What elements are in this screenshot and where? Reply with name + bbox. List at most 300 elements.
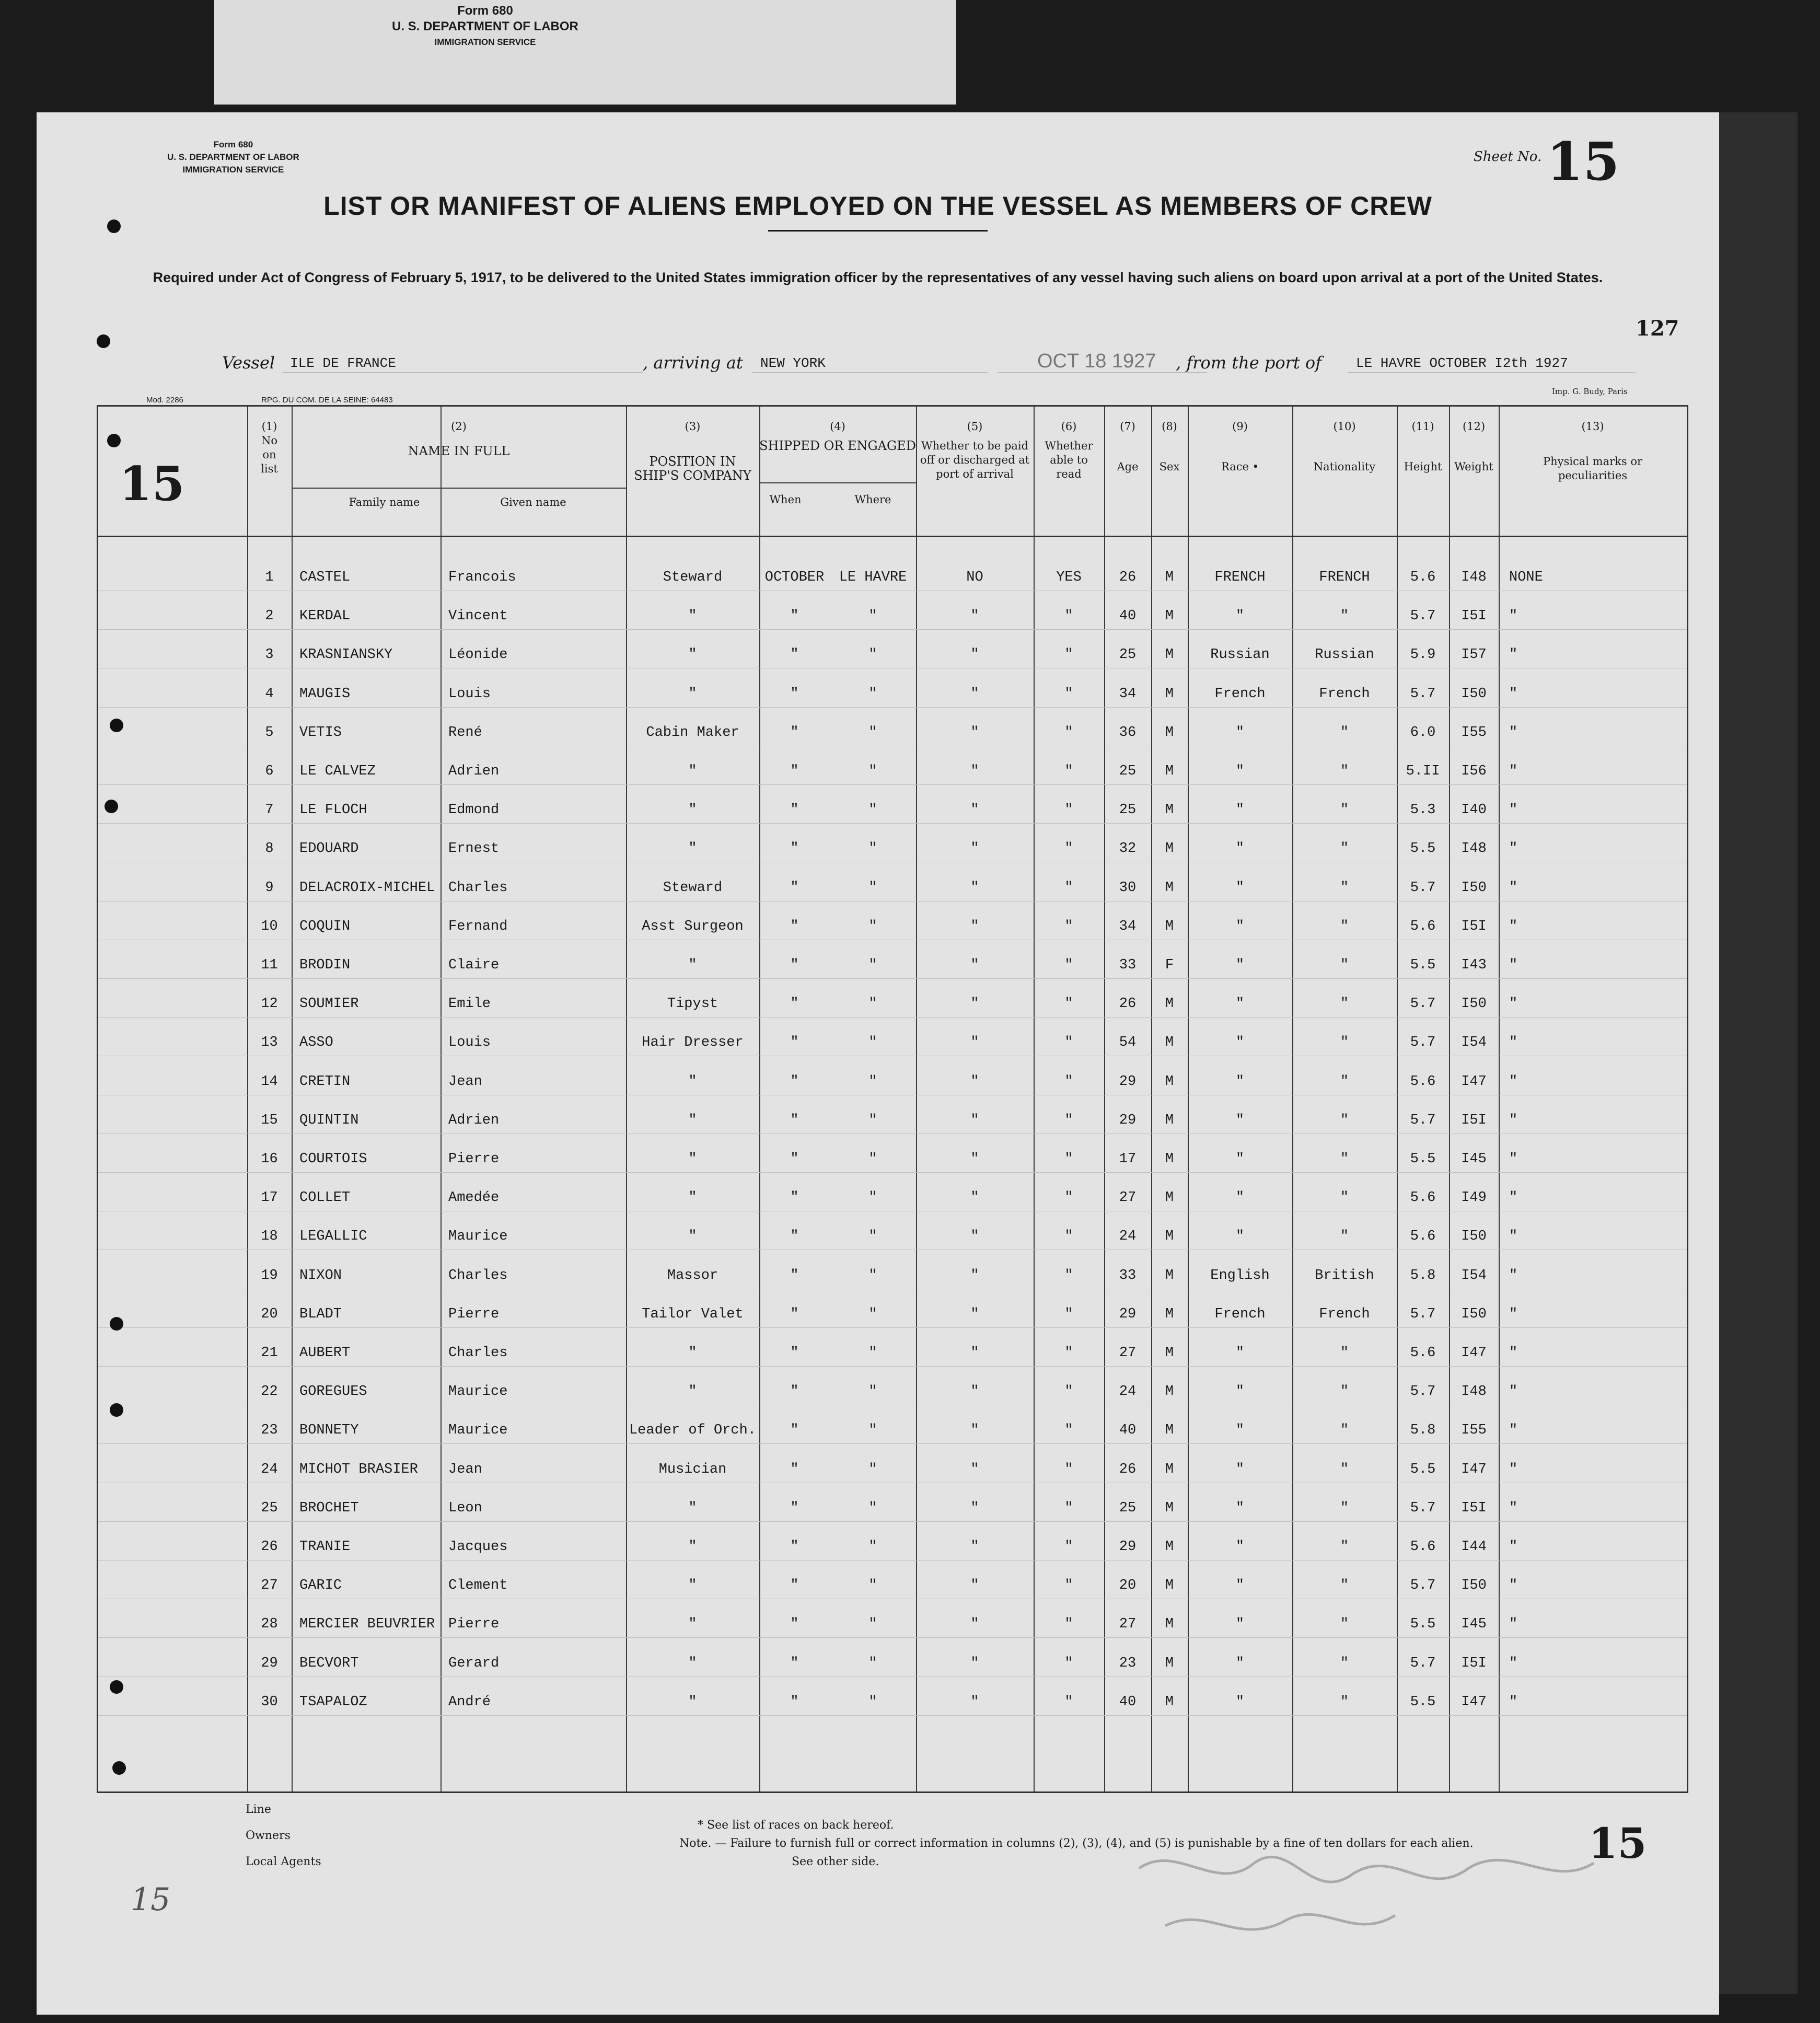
penalty-note: Note. — Failure to furnish full or correct information in columns (2), (3), (4), and (5) is punishable by a fine of ten dollars for each alien. (679, 1837, 1474, 1850)
cell-weight: I49 (1461, 1190, 1487, 1206)
cell-given: Adrien (448, 764, 500, 779)
row-rule (98, 1017, 1687, 1018)
cell-no: 3 (265, 647, 274, 663)
col2-header: (2) NAME IN FULL (408, 420, 510, 458)
cell-race: " (1235, 1461, 1245, 1477)
cell-paid: " (970, 1229, 979, 1245)
cell-marks: " (1509, 1229, 1518, 1245)
cell-given: Jean (448, 1073, 482, 1090)
manifest-page (37, 112, 1719, 2015)
cell-no: 20 (261, 1306, 278, 1322)
col3-header: (3) POSITION IN SHIP'S COMPANY (634, 420, 751, 483)
col4-header: (4) SHIPPED OR ENGAGED (759, 420, 916, 453)
sheet-mark: 15 (119, 456, 185, 512)
cell-no: 24 (261, 1461, 278, 1477)
cell-given: Adrien (448, 1112, 500, 1128)
cell-no: 30 (261, 1694, 278, 1710)
col12-header: (12) Weight (1454, 420, 1493, 473)
cell-paid: " (970, 1655, 979, 1671)
cell-paid: " (970, 1616, 979, 1633)
cell-marks: " (1509, 1345, 1518, 1361)
cell-nat: " (1340, 1500, 1349, 1516)
cell-no: 5 (265, 724, 274, 741)
cell-paid: " (970, 1151, 979, 1167)
cell-marks: " (1509, 1112, 1518, 1128)
cell-sex: M (1165, 1655, 1174, 1671)
cell-age: 17 (1119, 1151, 1137, 1167)
cell-age: 27 (1119, 1345, 1137, 1361)
cell-race: " (1235, 1423, 1245, 1439)
cell-marks: " (1509, 1267, 1518, 1284)
printer-imprint: Imp. G. Budy, Paris (1552, 387, 1628, 396)
cell-family: LE FLOCH (299, 802, 367, 818)
line-label: Line (246, 1803, 271, 1816)
cell-no: 10 (261, 918, 278, 934)
cell-family: BROCHET (299, 1500, 359, 1516)
cell-race: English (1210, 1267, 1270, 1284)
cell-family: CASTEL (299, 570, 351, 585)
cell-position: " (688, 1384, 697, 1400)
col6-header: (6) Whether able to read (1045, 420, 1093, 480)
cell-height: 5.8 (1410, 1423, 1436, 1439)
binding-hole (110, 1403, 123, 1417)
cell-no: 19 (261, 1267, 278, 1284)
cell-position: Tipyst (667, 996, 718, 1012)
cell-given: Clement (448, 1578, 508, 1594)
cell-given: Gerard (448, 1655, 500, 1671)
cell-where: " (868, 1073, 877, 1090)
cell-where: " (868, 918, 877, 934)
cell-weight: I50 (1461, 1578, 1487, 1594)
rpg-number: RPG. DU COM. DE LA SEINE: 64483 (261, 396, 393, 404)
cell-weight: I40 (1461, 802, 1487, 818)
cell-sex: M (1165, 570, 1174, 585)
cell-no: 4 (265, 686, 274, 702)
cell-race: " (1235, 841, 1245, 857)
cell-when: " (790, 1539, 799, 1555)
cell-height: 5.7 (1410, 608, 1436, 625)
cell-age: 23 (1119, 1655, 1137, 1671)
cell-height: 5.7 (1410, 880, 1436, 896)
cell-read: " (1064, 1578, 1073, 1594)
cell-no: 14 (261, 1073, 278, 1090)
cell-race: " (1235, 1539, 1245, 1555)
service: IMMIGRATION SERVICE (182, 165, 284, 175)
col8-header: (8) Sex (1159, 420, 1180, 473)
cell-read: " (1064, 957, 1073, 973)
cell-when: " (790, 1694, 799, 1710)
cell-when: " (790, 1345, 799, 1361)
row-rule (98, 1327, 1687, 1328)
cell-race: " (1235, 724, 1245, 741)
cell-read: " (1064, 1655, 1073, 1671)
cell-given: Amedée (448, 1190, 500, 1206)
cell-race: French (1214, 686, 1266, 702)
cell-no: 9 (265, 880, 274, 896)
cell-position: " (688, 764, 697, 779)
cell-sex: M (1165, 1035, 1174, 1051)
cell-position: " (688, 1345, 697, 1361)
cell-where: " (868, 1578, 877, 1594)
footer-sheet-number: 15 (1589, 1819, 1647, 1868)
cell-when: " (790, 957, 799, 973)
cell-given: Louis (448, 686, 491, 702)
cell-weight: I50 (1461, 1306, 1487, 1322)
cell-weight: I56 (1461, 764, 1487, 779)
cell-given: Pierre (448, 1306, 500, 1322)
cell-read: " (1064, 1306, 1073, 1322)
cell-given: Francois (448, 570, 516, 585)
cell-family: MERCIER BEUVRIER (299, 1616, 435, 1633)
cell-marks: " (1509, 918, 1518, 934)
cell-where: " (868, 1655, 877, 1671)
cell-weight: I54 (1461, 1035, 1487, 1051)
cell-height: 5.7 (1410, 1035, 1436, 1051)
cell-where: " (868, 1190, 877, 1206)
cell-read: " (1064, 764, 1073, 779)
cell-sex: M (1165, 1306, 1174, 1322)
cell-when: " (790, 880, 799, 896)
cell-weight: I47 (1461, 1461, 1487, 1477)
cell-marks: " (1509, 1073, 1518, 1090)
cell-where: " (868, 1461, 877, 1477)
cell-weight: I43 (1461, 957, 1487, 973)
cell-position: " (688, 1229, 697, 1245)
cell-height: 5.II (1406, 764, 1440, 779)
date-stamp: OCT 18 1927 (1037, 350, 1156, 372)
cell-sex: M (1165, 1578, 1174, 1594)
cell-read: " (1064, 1461, 1073, 1477)
cell-position: Steward (663, 570, 723, 585)
cell-race: " (1235, 1345, 1245, 1361)
vessel-name: ILE DE FRANCE (290, 355, 396, 371)
cell-race: " (1235, 1190, 1245, 1206)
back-sheet-form-header (392, 3, 578, 50)
binding-hole (107, 219, 121, 233)
other-side-note: See other side. (792, 1855, 879, 1868)
cell-sex: M (1165, 686, 1174, 702)
cell-no: 2 (265, 608, 274, 625)
cell-read: " (1064, 1423, 1073, 1439)
sheet-number: 15 (1547, 131, 1620, 192)
cell-age: 40 (1119, 1423, 1137, 1439)
cell-given: Maurice (448, 1384, 508, 1400)
cell-given: Charles (448, 1345, 508, 1361)
cell-race: " (1235, 1578, 1245, 1594)
cell-position: Hair Dresser (642, 1035, 744, 1051)
cell-age: 40 (1119, 1694, 1137, 1710)
cell-age: 34 (1119, 918, 1137, 934)
cell-age: 29 (1119, 1306, 1137, 1322)
cell-when: " (790, 608, 799, 625)
cell-race: " (1235, 764, 1245, 779)
cell-height: 6.0 (1410, 724, 1436, 741)
cell-given: Pierre (448, 1616, 500, 1633)
cell-weight: I48 (1461, 1384, 1487, 1400)
cell-when: " (790, 1500, 799, 1516)
col5-header: (5) Whether to be paid off or discharged at port of arrival (920, 420, 1030, 480)
cell-when: " (790, 647, 799, 663)
cell-height: 5.6 (1410, 918, 1436, 934)
cell-paid: " (970, 1190, 979, 1206)
cell-family: QUINTIN (299, 1112, 359, 1128)
cell-given: Charles (448, 1267, 508, 1284)
cell-paid: " (970, 918, 979, 934)
cell-when: " (790, 1229, 799, 1245)
cell-nat: " (1340, 1384, 1349, 1400)
cell-family: KERDAL (299, 608, 351, 625)
title-underline (768, 230, 988, 232)
cell-given: Vincent (448, 608, 508, 625)
cell-paid: " (970, 1500, 979, 1516)
cell-age: 29 (1119, 1112, 1137, 1128)
sheet-label: Sheet No. (1474, 149, 1542, 165)
col7-header: (7) Age (1117, 420, 1139, 473)
cell-paid: " (970, 647, 979, 663)
cell-age: 25 (1119, 764, 1137, 779)
cell-nat: " (1340, 1616, 1349, 1633)
col11-header: (11) Height (1404, 420, 1442, 473)
from-port-label: , from the port of (1176, 353, 1322, 373)
cell-no: 21 (261, 1345, 278, 1361)
cell-given: Edmond (448, 802, 500, 818)
cell-given: Emile (448, 996, 491, 1012)
cell-marks: NONE (1509, 570, 1543, 585)
cell-age: 24 (1119, 1384, 1137, 1400)
cell-marks: " (1509, 957, 1518, 973)
cell-family: COURTOIS (299, 1151, 367, 1167)
cell-age: 26 (1119, 570, 1137, 585)
handwritten-signature (1134, 1837, 1604, 1952)
cell-nat: " (1340, 1073, 1349, 1090)
cell-read: " (1064, 724, 1073, 741)
cell-sex: M (1165, 1267, 1174, 1284)
cell-family: BLADT (299, 1306, 342, 1322)
cell-paid: " (970, 1035, 979, 1051)
cell-nat: " (1340, 1190, 1349, 1206)
cell-sex: M (1165, 608, 1174, 625)
cell-read: " (1064, 880, 1073, 896)
cell-race: " (1235, 957, 1245, 973)
binding-hole (107, 434, 121, 447)
cell-sex: M (1165, 918, 1174, 934)
cell-no: 17 (261, 1190, 278, 1206)
back-form-number: Form 680 (457, 4, 513, 18)
cell-when: " (790, 724, 799, 741)
cell-read: " (1064, 1616, 1073, 1633)
cell-marks: " (1509, 880, 1518, 896)
cell-nat: " (1340, 1461, 1349, 1477)
cell-paid: " (970, 802, 979, 818)
cell-age: 29 (1119, 1539, 1137, 1555)
cell-where: " (868, 957, 877, 973)
back-service: IMMIGRATION SERVICE (434, 37, 536, 47)
cell-read: " (1064, 1500, 1073, 1516)
cell-no: 11 (261, 957, 278, 973)
cell-position: Steward (663, 880, 723, 896)
cell-weight: I47 (1461, 1345, 1487, 1361)
cell-weight: I50 (1461, 880, 1487, 896)
cell-read: " (1064, 1267, 1073, 1284)
cell-where: " (868, 1539, 877, 1555)
cell-no: 13 (261, 1035, 278, 1051)
cell-paid: " (970, 1112, 979, 1128)
cell-marks: " (1509, 686, 1518, 702)
cell-position: " (688, 1190, 697, 1206)
cell-nat: French (1319, 1306, 1370, 1322)
cell-age: 54 (1119, 1035, 1137, 1051)
cell-when: " (790, 918, 799, 934)
cell-paid: " (970, 1539, 979, 1555)
cell-nat: " (1340, 918, 1349, 934)
cell-position: " (688, 1655, 697, 1671)
cell-sex: F (1165, 957, 1174, 973)
cell-race: " (1235, 1035, 1245, 1051)
cell-marks: " (1509, 1500, 1518, 1516)
cell-where: " (868, 1112, 877, 1128)
page-title: LIST OR MANIFEST OF ALIENS EMPLOYED ON THE VESSEL AS MEMBERS OF CREW (323, 191, 1432, 221)
page-edge (1719, 112, 1798, 1994)
back-dept: U. S. DEPARTMENT OF LABOR (392, 19, 578, 33)
cell-weight: I48 (1461, 570, 1487, 585)
cell-when: " (790, 841, 799, 857)
cell-nat: " (1340, 1423, 1349, 1439)
cell-no: 25 (261, 1500, 278, 1516)
cell-height: 5.7 (1410, 1500, 1436, 1516)
cell-weight: I50 (1461, 686, 1487, 702)
department: U. S. DEPARTMENT OF LABOR (167, 152, 299, 162)
cell-where: " (868, 647, 877, 663)
cell-nat: " (1340, 957, 1349, 973)
cell-marks: " (1509, 764, 1518, 779)
page-subtitle: Required under Act of Congress of February 5, 1917, to be delivered to the United States immigration officer by the representatives of any vessel having such aliens on board upon arrival at a port of the United States. (153, 270, 1603, 285)
cell-marks: " (1509, 1539, 1518, 1555)
cell-marks: " (1509, 1384, 1518, 1400)
cell-race: Russian (1210, 647, 1270, 663)
cell-when: " (790, 1461, 799, 1477)
col2a-header: Family name (349, 496, 420, 508)
cell-race: " (1235, 1655, 1245, 1671)
cell-position: Tailor Valet (642, 1306, 744, 1322)
cell-paid: NO (966, 570, 983, 585)
col2b-header: Given name (500, 496, 566, 508)
cell-where: " (868, 1616, 877, 1633)
cell-marks: " (1509, 1694, 1518, 1710)
row-rule (98, 1366, 1687, 1367)
form-header (167, 138, 299, 176)
cell-paid: " (970, 880, 979, 896)
cell-where: " (868, 1384, 877, 1400)
cell-age: 26 (1119, 996, 1137, 1012)
cell-family: EDOUARD (299, 841, 359, 857)
cell-sex: M (1165, 1151, 1174, 1167)
cell-nat: " (1340, 1229, 1349, 1245)
cell-height: 5.5 (1410, 1151, 1436, 1167)
cell-nat: " (1340, 1345, 1349, 1361)
cell-marks: " (1509, 1035, 1518, 1051)
cell-marks: " (1509, 1461, 1518, 1477)
cell-nat: " (1340, 841, 1349, 857)
cell-nat: FRENCH (1319, 570, 1370, 585)
binding-hole (97, 334, 110, 348)
col4a-header: When (769, 493, 802, 506)
cell-given: André (448, 1694, 491, 1710)
cell-family: GOREGUES (299, 1384, 367, 1400)
cell-paid: " (970, 724, 979, 741)
cell-no: 7 (265, 802, 274, 818)
cell-weight: I5I (1461, 1112, 1487, 1128)
cell-weight: I44 (1461, 1539, 1487, 1555)
cell-when: " (790, 996, 799, 1012)
cell-when: " (790, 686, 799, 702)
cell-family: COQUIN (299, 918, 351, 934)
cell-height: 5.7 (1410, 1655, 1436, 1671)
cell-when: " (790, 1423, 799, 1439)
cell-height: 5.6 (1410, 1345, 1436, 1361)
cell-no: 18 (261, 1229, 278, 1245)
cell-sex: M (1165, 1112, 1174, 1128)
cell-weight: I47 (1461, 1694, 1487, 1710)
cell-sex: M (1165, 764, 1174, 779)
handwritten-number: 15 (131, 1881, 171, 1918)
cell-when: OCTOBER (764, 570, 825, 585)
cell-position: " (688, 1616, 697, 1633)
cell-race: " (1235, 1384, 1245, 1400)
cell-age: 33 (1119, 957, 1137, 973)
cell-race: " (1235, 1616, 1245, 1633)
cell-position: Massor (667, 1267, 718, 1284)
cell-sex: M (1165, 802, 1174, 818)
binding-hole (110, 1317, 123, 1331)
cell-no: 16 (261, 1151, 278, 1167)
cell-weight: I45 (1461, 1151, 1487, 1167)
reference-number: 127 (1636, 316, 1679, 341)
cell-marks: " (1509, 1616, 1518, 1633)
row-rule (98, 978, 1687, 979)
cell-family: MICHOT BRASIER (299, 1461, 418, 1477)
cell-position: " (688, 1578, 697, 1594)
cell-age: 24 (1119, 1229, 1137, 1245)
row-rule (98, 1443, 1687, 1444)
cell-sex: M (1165, 996, 1174, 1012)
cell-race: " (1235, 1151, 1245, 1167)
cell-nat: " (1340, 764, 1349, 779)
cell-position: " (688, 1694, 697, 1710)
cell-when: " (790, 1578, 799, 1594)
cell-where: " (868, 686, 877, 702)
cell-race: " (1235, 1229, 1245, 1245)
cell-height: 5.7 (1410, 1578, 1436, 1594)
cell-no: 28 (261, 1616, 278, 1633)
cell-read: " (1064, 647, 1073, 663)
cell-age: 27 (1119, 1190, 1137, 1206)
cell-paid: " (970, 957, 979, 973)
cell-sex: M (1165, 880, 1174, 896)
cell-marks: " (1509, 608, 1518, 625)
cell-height: 5.7 (1410, 1112, 1436, 1128)
cell-where: " (868, 880, 877, 896)
cell-height: 5.5 (1410, 841, 1436, 857)
cell-race: " (1235, 1694, 1245, 1710)
row-rule (98, 1715, 1687, 1716)
binding-hole (110, 1680, 123, 1694)
cell-height: 5.5 (1410, 1616, 1436, 1633)
cell-family: BECVORT (299, 1655, 359, 1671)
cell-height: 5.6 (1410, 1190, 1436, 1206)
cell-sex: M (1165, 1500, 1174, 1516)
cell-weight: I57 (1461, 647, 1487, 663)
cell-paid: " (970, 1073, 979, 1090)
